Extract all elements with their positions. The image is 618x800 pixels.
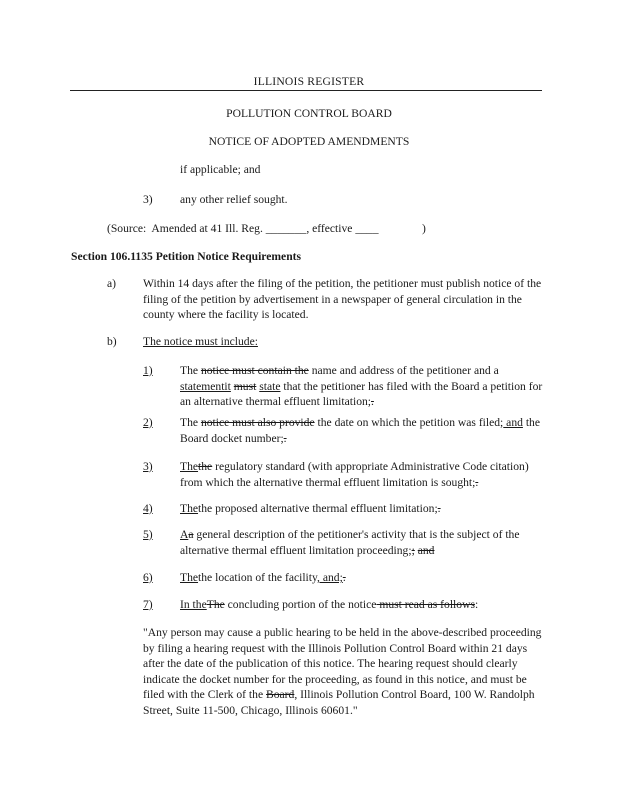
item-3-deleted: the [198,460,213,473]
item-3-list-text [180,459,548,490]
item-3-deleted: . [475,475,479,489]
item-5-deleted: and [417,543,435,557]
item-6-text [180,570,548,586]
item-7-part: : [474,598,479,611]
subsection-b-label: b) [107,335,117,348]
item-2-text [180,415,548,446]
item-1-inserted: statementit [180,379,231,393]
item-4-number: 4) [143,502,153,515]
item-1-number: 1) [143,364,153,377]
item-6-inserted: , and; [317,571,343,584]
item-1-text [180,363,548,410]
item-5-part: general description of the petitioner's activity that is the subject of the alternative thermal effluent limitation proceeding; [180,528,520,557]
item-1-inserted: state [259,379,281,393]
subsection-a-label: a) [107,277,117,290]
item-2-inserted: and [503,416,523,429]
item-3-text: any other relief sought. [180,193,288,206]
notice-title: NOTICE OF ADOPTED AMENDMENTS [208,135,410,148]
item-2-number: 2) [143,416,153,429]
item-4-deleted: . [437,502,441,515]
item-1-deleted: must [233,379,257,393]
subsection-a-text: Within 14 days after the filing of the petition, the petitioner must publish notice of the filing of the petition by advertisement in a newspaper of general circulation in the county where the facility is located. [143,277,542,321]
item-2-deleted: notice must also provide [200,416,315,429]
item-1-deleted: notice must contain the [200,364,309,377]
item-2-part: the date on which the petition was filed; [314,416,504,429]
item-1-part: name and address of the petitioner and a [308,364,499,377]
item-7-deleted: The [206,598,225,611]
item-4-inserted: The [180,502,199,515]
item-3-list-number: 3) [143,460,153,473]
item-6-number: 6) [143,571,153,584]
item-5-deleted: ; [411,543,415,557]
register-title: ILLINOIS REGISTER [253,75,365,88]
section-heading: Section 106.1135 Petition Notice Requirements [71,250,302,263]
continuation-line: if applicable; and [180,163,261,176]
item-3-part: regulatory standard (with appropriate Administrative Code citation) from which the alternative thermal effluent limitation is sought; [180,460,529,489]
item-7-inserted: In the [180,598,207,611]
quote-part: "Any person may cause a public hearing to be held in the above-described proceeding by filing a hearing request with the Illinois Pollution Control Board within 21 days after the date of the publication of this notice. The hearing request should clearly indicate the docket number for the proceeding, as found in this notice, and must be filed with the Clerk of the [143,626,542,701]
item-3-number: 3) [143,193,153,206]
item-7-number: 7) [143,598,153,611]
item-5-number: 5) [143,528,153,541]
item-7-part: concluding portion of the notice [224,598,377,611]
item-2-deleted: . [283,431,287,445]
item-5-deleted: a [188,528,194,541]
item-6-deleted: . [342,571,346,584]
item-1-part: The [180,364,201,377]
item-6-inserted: The [180,571,199,584]
notice-quote [143,625,548,718]
board-title: POLLUTION CONTROL BOARD [226,107,392,120]
source-line: (Source: Amended at 41 Ill. Reg. _______, effective ____ ) [107,222,426,235]
quote-deleted: Board [266,688,295,701]
item-4-part: the proposed alternative thermal effluent limitation; [198,502,438,515]
item-7-text [180,597,548,613]
subsection-b-text: The notice must include: [143,335,258,348]
item-4-text [180,501,548,517]
item-1-deleted: . [371,395,374,408]
item-2-part: the Board docket number; [180,416,540,445]
item-5-inserted: A [180,528,189,541]
quote-part: , Illinois Pollution Control Board, 100 W. Randolph Street, Suite 11-500, Chicago, Illinois 60601." [143,688,535,717]
header-rule [70,90,542,91]
item-2-part: The [180,416,201,429]
item-7-deleted: must read as follows [376,598,475,611]
item-3-inserted: The [180,460,199,473]
item-6-part: the location of the facility [198,571,318,584]
item-5-text [180,527,548,558]
item-1-part: that the petitioner has filed with the Board a petition for an alternative thermal effluent limitation; [180,379,543,408]
